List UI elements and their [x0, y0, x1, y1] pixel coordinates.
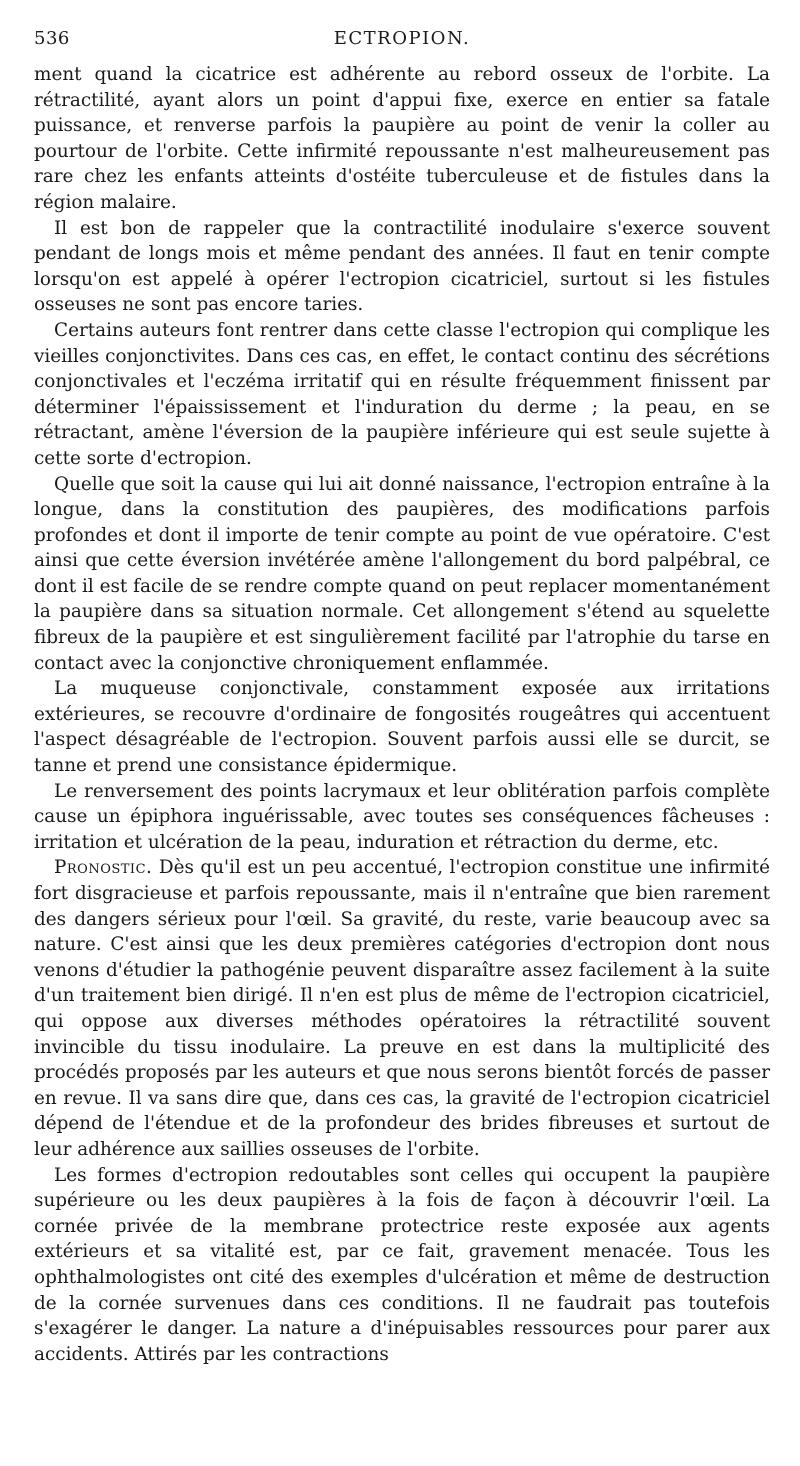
section-heading-pronostic: Pronostic. — [54, 857, 153, 879]
paragraph-1 — [34, 62, 770, 216]
paragraph-7 — [34, 855, 770, 1162]
page-header — [34, 28, 770, 62]
paragraph-text: La muqueuse conjonctivale, constamment exposée aux irritations extérieures, se recouvre d'ordinaire de fongosités rougeâtres qui accentuent l'aspect désagréable de l'ectropion. Souvent parfois aussi elle se durcit, se tanne et prend une consistance épidermique. — [34, 678, 770, 777]
paragraph-text: Quelle que soit la cause qui lui ait donné naissance, l'ectropion entraîne à la longue, dans la constitution des paupières, des modifications parfois profondes et dont il importe de tenir compte au point de vue opératoire. C'est ainsi que cette éversion invétérée amène l'allongement du bord palpébral, ce dont il est facile de se rendre compte quand on peut replacer momentanément la paupière dans sa situation normale. Cet allongement s'étend au squelette fibreux de la paupière et est singulièrement facilité par l'atrophie du tarse en contact avec la conjonctive chroniquement enflammée. — [34, 473, 770, 674]
paragraph-2 — [34, 216, 770, 318]
paragraph-5 — [34, 676, 770, 778]
paragraph-text: Les formes d'ectropion redoutables sont celles qui occupent la paupière supérieure ou les deux paupières à la fois de façon à découvrir l'œil. La cornée privée de la membrane protectrice reste exposée aux agents extérieurs et sa vitalité est, par ce fait, gravement menacée. Tous les ophthalmologistes ont cité des exemples d'ulcération et même de destruction de la cornée survenues dans ces conditions. Il ne faudrait pas toutefois s'exagérer le danger. La nature a d'inépuisables ressources pour parer aux accidents. Attirés par les contractions — [34, 1164, 770, 1365]
paragraph-8 — [34, 1163, 770, 1368]
paragraph-text: ment quand la cicatrice est adhérente au rebord osseux de l'orbite. La rétractilité, ayant alors un point d'appui fixe, exerce en entier sa fatale puissance, et renverse parfois la paupière au point de venir la coller au pourtour de l'orbite. Cette infirmité repoussante n'est malheureusement pas rare chez les enfants atteints d'ostéite tuberculeuse et de fistules dans la région malaire. — [34, 64, 770, 213]
page-number: 536 — [34, 28, 70, 49]
paragraph-text: Dès qu'il est un peu accentué, l'ectropion constitue une infirmité fort disgracieuse et parfois repoussante, mais il n'entraîne que bien rarement des dangers sérieux pour l'œil. Sa gravité, du reste, varie beaucoup avec sa nature. C'est ainsi que les deux premières catégories d'ectropion dont nous venons d'étudier la pathogénie peuvent disparaître assez facilement à la suite d'un traitement bien dirigé. Il n'en est plus de même de l'ectropion cicatriciel, qui oppose aux diverses méthodes opératoires la rétractilité souvent invincible du tissu inodulaire. La preuve en est dans la multiplicité des procédés proposés par les auteurs et que nous serons bientôt forcés de passer en revue. Il va sans dire que, dans ces cas, la gravité de l'ectropion cicatriciel dépend de l'étendue et de la profondeur des brides fibreuses et surtout de leur adhérence aux saillies osseuses de l'orbite. — [34, 857, 770, 1160]
running-title: ECTROPION. — [333, 28, 471, 49]
body-text — [34, 62, 770, 1367]
paragraph-text: Le renversement des points lacrymaux et leur oblitération parfois complète cause un épiphora inguérissable, avec toutes ses conséquences fâcheuses : irritation et ulcération de la peau, induration et rétraction du derme, etc. — [34, 780, 770, 853]
paragraph-text: Certains auteurs font rentrer dans cette classe l'ectropion qui complique les vieilles conjonctivites. Dans ces cas, en effet, le contact continu des sécrétions conjonctivales et l'eczéma irritatif qui en résulte fréquemment finissent par déterminer l'épaississement et l'induration du derme ; la peau, en se rétractant, amène l'éversion de la paupière inférieure qui est seule sujette à cette sorte d'ectropion. — [34, 319, 770, 469]
paragraph-text: Il est bon de rappeler que la contractilité inodulaire s'exerce souvent pendant de longs mois et même pendant des années. Il faut en tenir compte lorsqu'on est appelé à opérer l'ectropion cicatriciel, surtout si les fistules osseuses ne sont pas encore taries. — [34, 217, 770, 316]
book-page — [34, 28, 770, 1367]
paragraph-3 — [34, 318, 770, 472]
paragraph-6 — [34, 779, 770, 856]
paragraph-4 — [34, 472, 770, 677]
